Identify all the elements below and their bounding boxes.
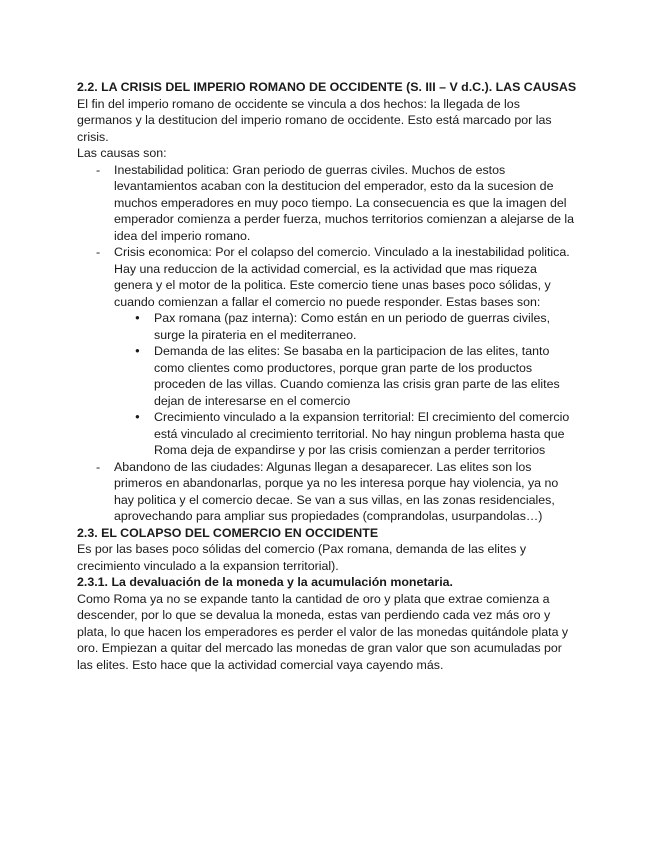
section-2-3-intro: Es por las bases poco sólidas del comercio (Pax romana, demanda de las elites y crecimiento vinculado a la expansion territorial). [77, 542, 527, 573]
cause-item-economic-crisis [77, 244, 577, 459]
cause-item-political-instability [77, 162, 577, 245]
cause-item-city-abandonment [77, 459, 577, 525]
cause-text: Abandono de las ciudades: Algunas llegan a desaparecer. Las elites son los primeros en abandonarlas, porque ya no les interesa porque hay violencia, ya no hay politica y el comercio decae. Se van a sus villas, en las zonas residenciales, aprovechando para ampliar sus propiedades (comprandolas, usurpandolas…) [114, 459, 559, 523]
subsection-2-3-1-text: Como Roma ya no se expande tanto la cantidad de oro y plata que extrae comienza a descender, por lo que se devalua la moneda, estas van perdiendo cada vez más oro y plata, lo que hacen los emperadores es perder el valor de las monedas quitándole plata y oro. Empiezan a quitar del mercado las monedas de gran valor que son acumuladas por las elites. Esto hace que la actividad comercial vaya cayendo más. [77, 591, 569, 672]
cause-text: Inestabilidad politica: Gran periodo de guerras civiles. Muchos de estos levantamientos acaban con la destitucion del emperador, esto da la sucesion de muchos emperadores en muy poco tiempo. La consecuencia es que la imagen del emperador comienza a perder fuerza, muchos territorios comienzan a alejarse de la idea del imperio romano. [114, 162, 575, 243]
document-body [77, 79, 577, 673]
causes-label: Las causas son: [77, 146, 167, 160]
section-2-2-title: 2.2. LA CRISIS DEL IMPERIO ROMANO DE OCCIDENTE (S. III – V d.C.). LAS CAUSAS [77, 80, 577, 94]
section-2-2-intro: El fin del imperio romano de occidente se vincula a dos hechos: la llegada de los germanos y la destitucion del imperio romano de occidente. Esto está marcado por las crisis. [77, 96, 552, 144]
section-2-3-title: 2.3. EL COLAPSO DEL COMERCIO EN OCCIDENTE [77, 525, 379, 540]
causes-list [77, 162, 577, 525]
trade-bases-list [114, 310, 577, 459]
base-item-pax-romana: ● Pax romana (paz interna): Como están en un periodo de guerras civiles, surge la pirateria en el mediterraneo. [114, 310, 577, 343]
base-item-territorial-growth: ● Crecimiento vinculado a la expansion territorial: El crecimiento del comercio está vinculado al crecimiento territorial. No hay ningun problema hasta que Roma deja de expandirse y por las crisis comienzan a perder territorios [114, 409, 577, 459]
base-item-elite-demand: ● Demanda de las elites: Se basaba en la participacion de las elites, tanto como clientes como productores, porque gran parte de los productos proceden de las villas. Cuando comienza las crisis gran parte de las elites dejan de interesarse en el comercio [114, 343, 577, 409]
subsection-2-3-1-title: 2.3.1. La devaluación de la moneda y la acumulación monetaria. [77, 575, 453, 589]
cause-text: Crisis economica: Por el colapso del comercio. Vinculado a la inestabilidad politica. Hay una reduccion de la actividad comercial, es la actividad que mas riqueza genera y el motor de la politica. Este comercio tiene unas bases poco sólidas, y cuando comienzan a fallar el comercio no puede responder. Estas bases son: [114, 245, 570, 309]
